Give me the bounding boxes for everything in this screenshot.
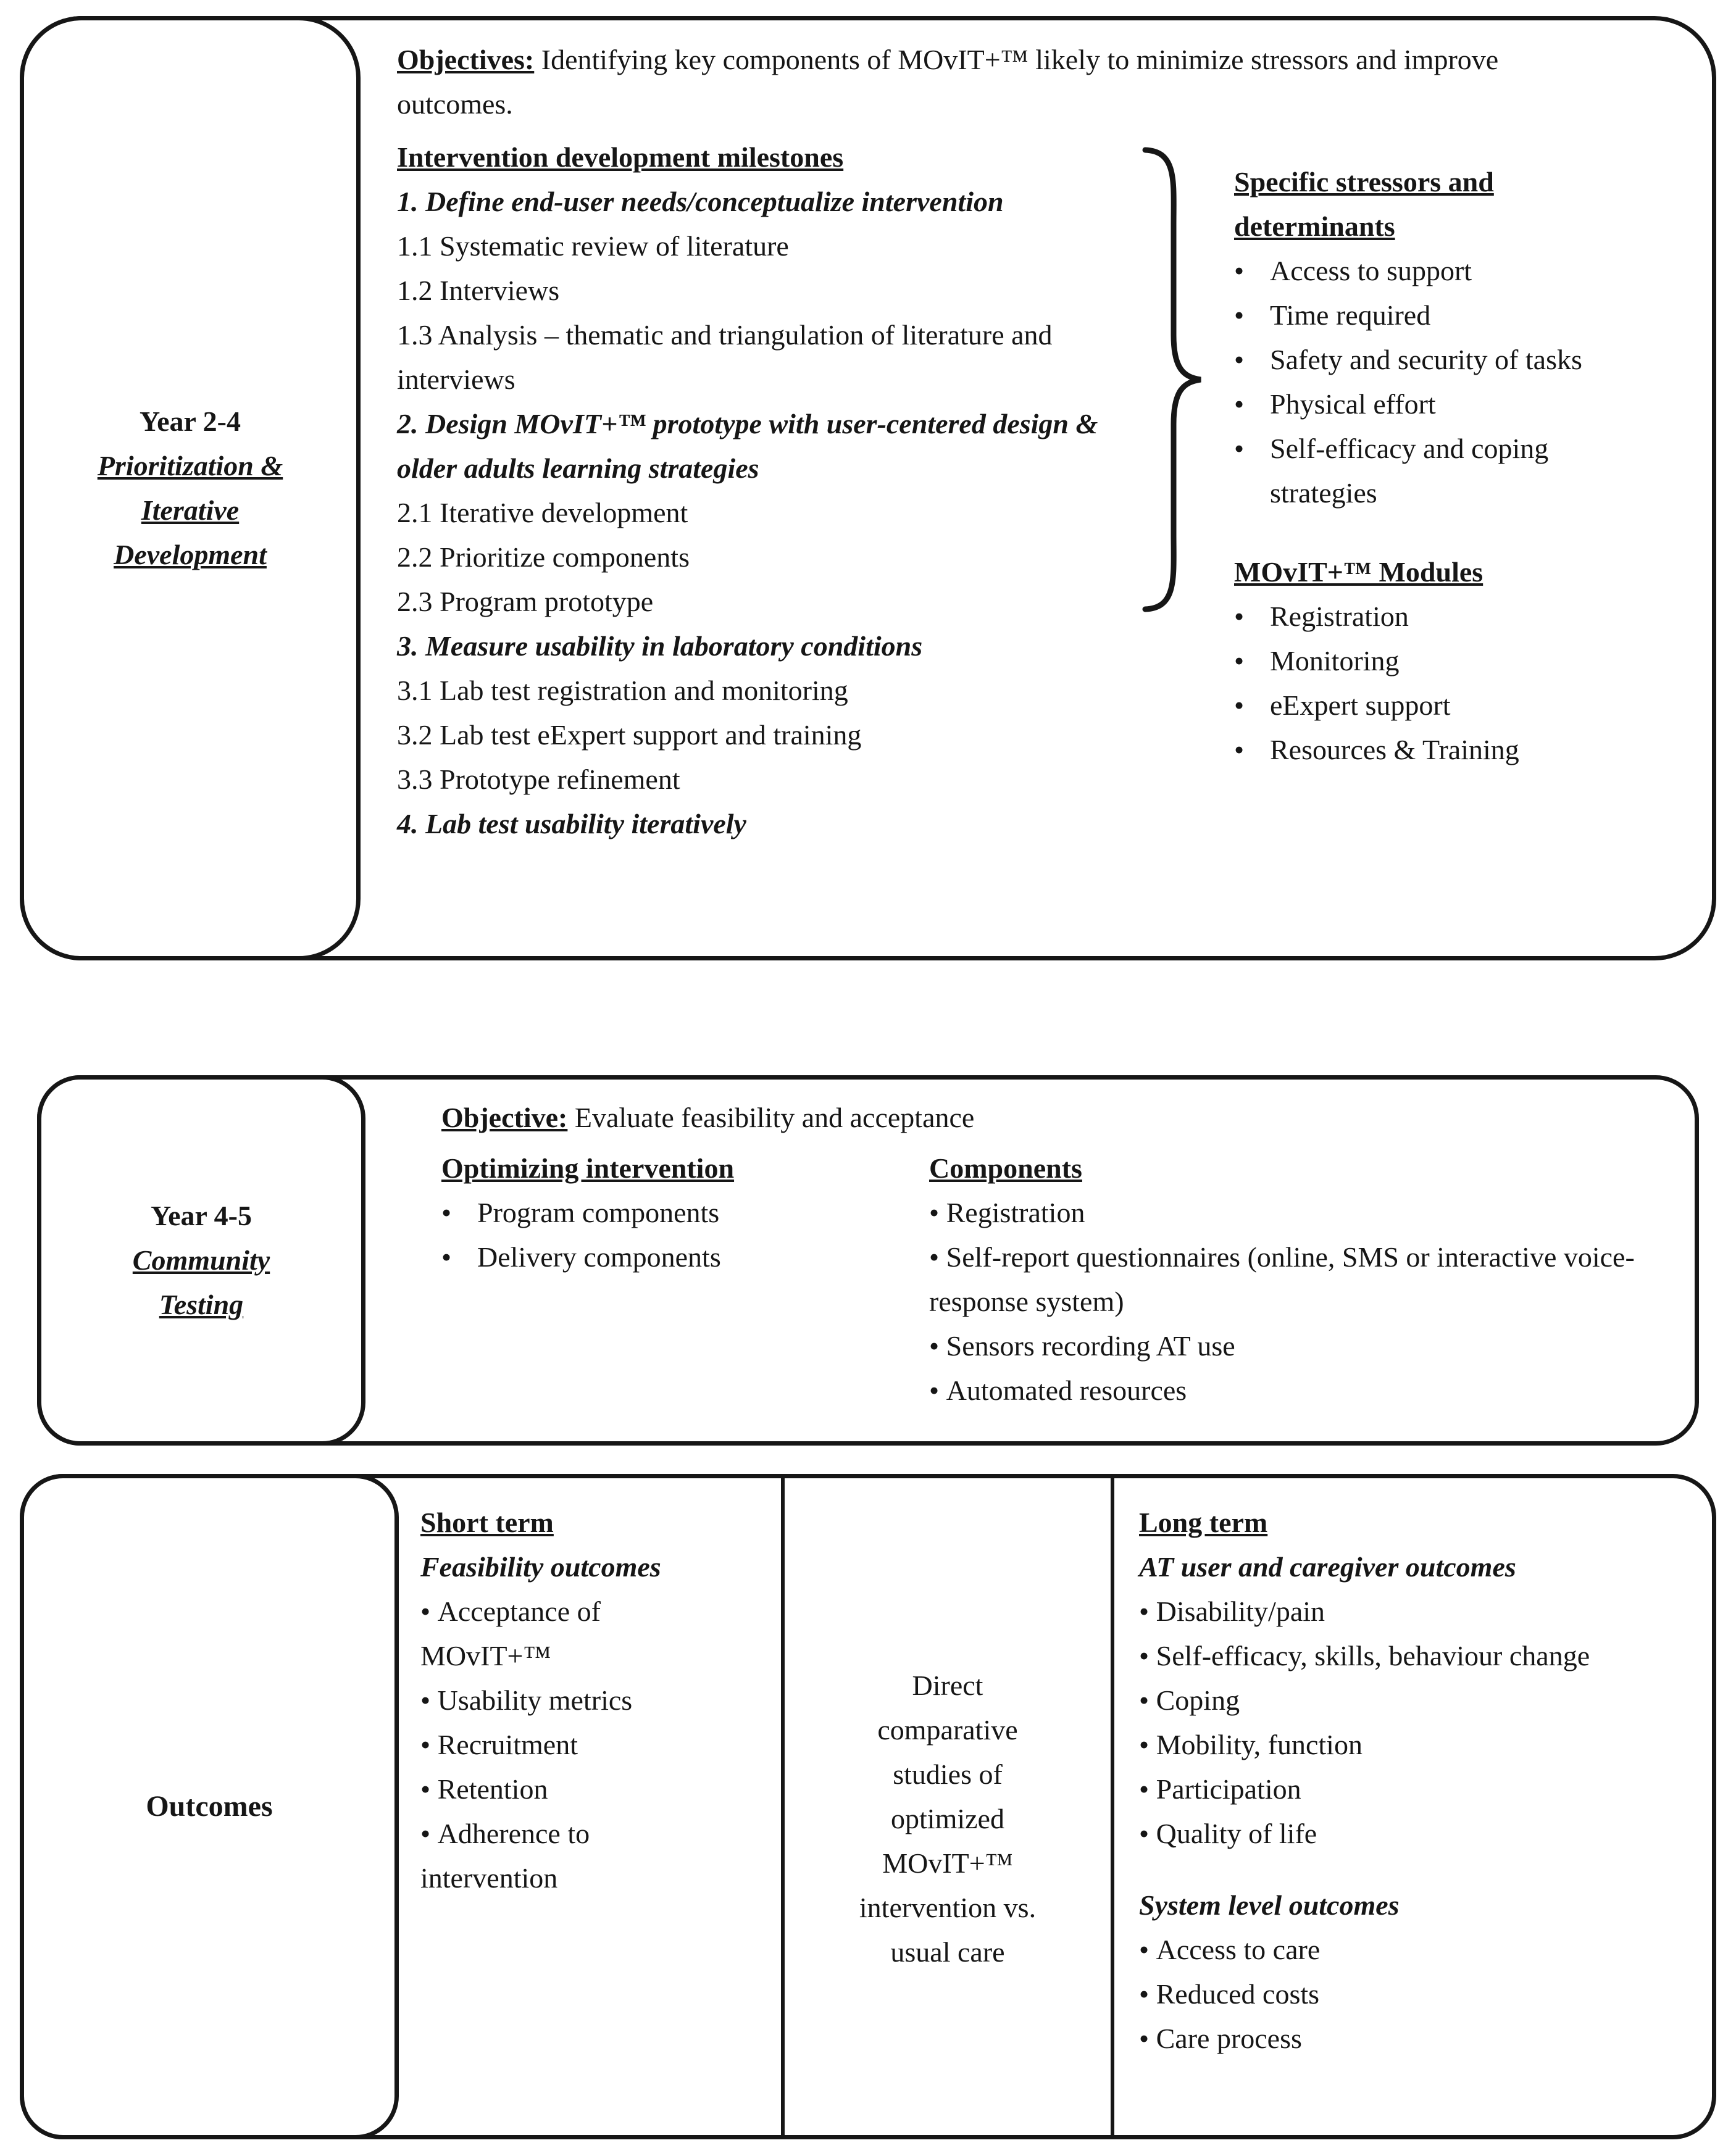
- comparative-line: studies of: [893, 1759, 1003, 1790]
- short-term-column: [420, 1500, 717, 1900]
- stressor-item: • Self-efficacy and coping strategies: [1234, 427, 1629, 515]
- system-level-heading: System level outcomes: [1139, 1889, 1400, 1921]
- long-term-subheading: AT user and caregiver outcomes: [1139, 1551, 1516, 1583]
- system-level-item: • Reduced costs: [1139, 1972, 1658, 2017]
- milestone-item: 3. Measure usability in laboratory conditions: [397, 630, 923, 662]
- phase1-row: [397, 135, 1695, 846]
- milestone-item: 3.2 Lab test eExpert support and training: [397, 719, 862, 751]
- phase2-name-line: Community: [132, 1244, 270, 1276]
- phase2-content: [441, 1096, 1677, 1413]
- comparative-line: intervention vs.: [859, 1892, 1037, 1923]
- phase2-year-box: [37, 1075, 365, 1446]
- milestone-item: 1.2 Interviews: [397, 275, 560, 306]
- component-item: • Registration: [929, 1191, 1677, 1235]
- long-term-item: • Participation: [1139, 1767, 1658, 1812]
- objective-text: Evaluate feasibility and acceptance: [574, 1102, 975, 1133]
- optimizing-item: • Delivery components: [441, 1235, 929, 1280]
- system-level-item: • Access to care: [1139, 1928, 1658, 1972]
- short-term-item: • Usability metrics: [420, 1678, 717, 1723]
- curly-brace-icon: [1138, 135, 1219, 846]
- long-term-column: [1139, 1500, 1658, 2061]
- component-item: • Automated resources: [929, 1368, 1677, 1413]
- phase1-year-label: Year 2-4: [140, 406, 241, 437]
- short-term-subheading: Feasibility outcomes: [420, 1551, 661, 1583]
- short-term-item: • Recruitment: [420, 1723, 717, 1767]
- milestone-item: 4. Lab test usability iteratively: [397, 808, 746, 839]
- milestone-item: 2.1 Iterative development: [397, 497, 688, 528]
- objectives-text: Identifying key components of MOvIT+™ likely to minimize stressors and improve outcomes.: [397, 44, 1499, 120]
- comparative-column: [785, 1663, 1111, 1975]
- component-item: • Sensors recording AT use: [929, 1324, 1677, 1368]
- phase1-right-column: [1234, 135, 1629, 846]
- milestone-item: 2. Design MOvIT+™ prototype with user-centered design & older adults learning strategies: [397, 408, 1098, 484]
- long-term-item: • Quality of life: [1139, 1812, 1658, 1856]
- stressor-item: • Access to support: [1234, 249, 1629, 293]
- module-item: • Monitoring: [1234, 639, 1629, 683]
- outcomes-box: [20, 1474, 1716, 2139]
- phase1-name-line: Prioritization &: [97, 450, 283, 481]
- comparative-line: Direct: [912, 1670, 983, 1701]
- short-term-item: • Retention: [420, 1767, 717, 1812]
- optimizing-column: [441, 1146, 929, 1413]
- optimizing-heading: Optimizing intervention: [441, 1152, 735, 1184]
- long-term-item: • Mobility, function: [1139, 1723, 1658, 1767]
- milestone-item: 1.3 Analysis – thematic and triangulation of literature and interviews: [397, 319, 1053, 395]
- phase1-year-box: [20, 16, 361, 960]
- comparative-line: MOvIT+™: [882, 1847, 1013, 1879]
- short-term-item: • Adherence to intervention: [420, 1812, 717, 1900]
- phase1-objectives: [397, 38, 1521, 127]
- comparative-line: usual care: [890, 1936, 1005, 1968]
- components-column: [929, 1146, 1677, 1413]
- milestone-item: 2.3 Program prototype: [397, 586, 654, 617]
- stressor-item: • Safety and security of tasks: [1234, 338, 1629, 382]
- milestone-item: 1.1 Systematic review of literature: [397, 230, 789, 262]
- long-term-item: • Disability/pain: [1139, 1589, 1658, 1634]
- milestones-heading: Intervention development milestones: [397, 141, 844, 173]
- short-term-item: • Acceptance of MOvIT+™: [420, 1589, 717, 1678]
- stressor-item: • Physical effort: [1234, 382, 1629, 427]
- milestones-list: [397, 135, 1138, 846]
- stressors-heading: Specific stressors and determinants: [1234, 166, 1494, 242]
- module-item: • Resources & Training: [1234, 728, 1629, 772]
- phase2-box: [37, 1075, 1699, 1446]
- comparative-line: comparative: [877, 1714, 1018, 1746]
- stressor-item: • Time required: [1234, 293, 1629, 338]
- module-item: • eExpert support: [1234, 683, 1629, 728]
- phase1-name-line: Iterative: [141, 494, 240, 526]
- objectives-label: Objectives:: [397, 44, 535, 75]
- outcomes-label: Outcomes: [146, 1790, 273, 1823]
- phase2-row: [441, 1146, 1677, 1413]
- milestone-item: 3.1 Lab test registration and monitoring: [397, 675, 848, 706]
- phase1-name-line: Development: [114, 539, 267, 570]
- milestone-item: 2.2 Prioritize components: [397, 541, 690, 573]
- component-item: • Self-report questionnaires (online, SMS or interactive voice-response system): [929, 1235, 1677, 1324]
- long-term-heading: Long term: [1139, 1507, 1268, 1538]
- phase2-objective: [441, 1096, 1677, 1140]
- phase1-content: [397, 38, 1695, 846]
- comparative-line: optimized: [891, 1803, 1004, 1834]
- system-level-item: • Care process: [1139, 2017, 1658, 2061]
- column-divider: [1111, 1478, 1114, 2135]
- outcomes-label-box: [20, 1474, 399, 2139]
- long-term-item: • Self-efficacy, skills, behaviour change: [1139, 1634, 1658, 1678]
- components-heading: Components: [929, 1152, 1082, 1184]
- phase2-name-line: Testing: [159, 1289, 244, 1320]
- milestone-item: 1. Define end-user needs/conceptualize intervention: [397, 186, 1004, 217]
- objective-label: Objective:: [441, 1102, 568, 1133]
- milestone-item: 3.3 Prototype refinement: [397, 764, 680, 795]
- phase1-box: [20, 16, 1716, 960]
- optimizing-item: • Program components: [441, 1191, 929, 1235]
- short-term-heading: Short term: [420, 1507, 554, 1538]
- phase2-year-label: Year 4-5: [151, 1200, 252, 1231]
- modules-heading: MOvIT+™ Modules: [1234, 556, 1484, 588]
- long-term-item: • Coping: [1139, 1678, 1658, 1723]
- module-item: • Registration: [1234, 594, 1629, 639]
